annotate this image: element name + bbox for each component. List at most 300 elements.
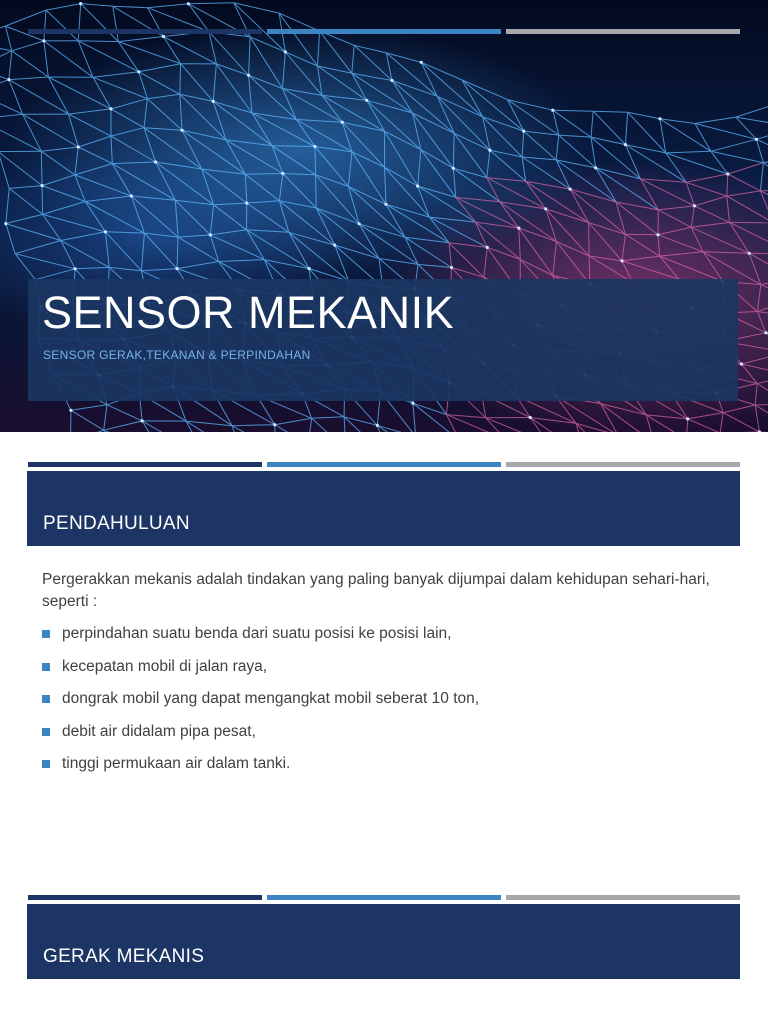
mesh-line	[144, 233, 177, 269]
mesh-line	[112, 164, 131, 196]
mesh-line	[686, 174, 728, 182]
mesh-line	[9, 77, 48, 80]
mesh-line	[730, 222, 768, 253]
mesh-line	[500, 202, 557, 242]
mesh-line	[454, 133, 487, 177]
mesh-line	[453, 168, 487, 177]
slide-subtitle: SENSOR GERAK,TEKANAN & PERPINDAHAN	[43, 348, 311, 362]
mesh-line	[12, 51, 49, 77]
mesh-line	[78, 136, 111, 147]
mesh-line	[5, 26, 11, 51]
mesh-line	[15, 241, 61, 254]
mesh-line	[666, 153, 687, 182]
mesh-line	[105, 232, 141, 271]
mesh-line	[570, 189, 625, 234]
mesh-line	[41, 151, 75, 175]
mesh-node	[450, 266, 453, 269]
mesh-line	[283, 89, 297, 120]
list-item-text: kecepatan mobil di jalan raya,	[62, 657, 268, 675]
mesh-node	[245, 202, 248, 205]
mesh-line	[93, 77, 147, 98]
mesh-line	[695, 117, 736, 123]
mesh-line	[660, 256, 723, 281]
mesh-line	[559, 135, 591, 137]
mesh-line	[111, 109, 144, 128]
mesh-line	[720, 413, 723, 432]
mesh-line	[144, 128, 202, 169]
mesh-node	[488, 149, 491, 152]
mesh-line	[210, 205, 213, 235]
mesh-line	[695, 124, 757, 140]
section-header	[27, 471, 740, 546]
mesh-line	[760, 190, 768, 191]
mesh-line	[616, 202, 625, 234]
mesh-line	[688, 419, 720, 432]
mesh-line	[453, 133, 454, 168]
list-item	[42, 722, 732, 755]
mesh-line	[487, 247, 520, 259]
mesh-line	[144, 128, 156, 162]
mesh-line	[75, 164, 112, 175]
mesh-line	[42, 186, 85, 202]
mesh-line	[245, 174, 279, 201]
mesh-line	[249, 75, 283, 88]
mesh-line	[591, 111, 593, 137]
mesh-line	[666, 151, 711, 153]
mesh-line	[755, 384, 757, 406]
mesh-line	[9, 51, 12, 80]
mesh-node	[755, 138, 758, 141]
mesh-node	[109, 107, 112, 110]
mesh-line	[41, 151, 42, 185]
list-item	[42, 754, 732, 787]
mesh-line	[483, 117, 490, 150]
mesh-node	[104, 230, 107, 233]
list-item-text: dongrak mobil yang dapat mengangkat mobil seberat 10 ton,	[62, 690, 480, 707]
mesh-node	[141, 419, 144, 422]
list-item-text: perpindahan suatu benda dari suatu posisi ke posisi lain,	[62, 625, 452, 642]
mesh-line	[78, 4, 81, 41]
mesh-node	[658, 117, 661, 120]
mesh-line	[12, 41, 44, 51]
mesh-line	[462, 80, 524, 131]
mesh-line	[75, 175, 131, 196]
mesh-line	[283, 52, 286, 89]
mesh-line	[348, 186, 405, 237]
mesh-node	[341, 121, 344, 124]
mesh-line	[9, 186, 42, 189]
accent-bars	[28, 462, 740, 467]
mesh-line	[226, 140, 283, 174]
mesh-node	[384, 203, 387, 206]
mesh-line	[44, 10, 46, 41]
mesh-line	[757, 384, 768, 404]
mesh-line	[182, 130, 202, 169]
mesh-line	[723, 413, 759, 432]
mesh-node	[175, 267, 178, 270]
mesh-line	[711, 139, 757, 151]
mesh-node	[181, 129, 184, 132]
mesh-node	[569, 188, 572, 191]
mesh-line	[519, 228, 521, 259]
mesh-node	[247, 74, 250, 77]
mesh-line	[385, 167, 387, 204]
mesh-line	[559, 135, 596, 168]
mesh-line	[41, 147, 78, 151]
mesh-line	[344, 417, 346, 432]
mesh-line	[247, 203, 289, 232]
slide-title: SENSOR MEKANIK	[42, 287, 455, 338]
mesh-line	[352, 73, 413, 113]
mesh-line	[727, 191, 761, 196]
mesh-line	[109, 267, 141, 270]
mesh-node	[42, 39, 45, 42]
mesh-line	[148, 4, 189, 8]
mesh-line	[546, 209, 557, 242]
mesh-line	[177, 262, 219, 269]
mesh-line	[245, 174, 247, 203]
mesh-line	[177, 237, 178, 269]
mesh-line	[755, 404, 768, 405]
section-title: GERAK MEKANIS	[43, 946, 205, 967]
mesh-line	[180, 94, 182, 130]
mesh-line	[437, 96, 454, 133]
mesh-line	[71, 405, 107, 411]
accent-bar-blue	[267, 29, 501, 34]
mesh-line	[147, 94, 179, 98]
mesh-line	[727, 174, 728, 196]
mesh-line	[385, 167, 418, 186]
square-bullet-icon	[42, 760, 50, 768]
mesh-line	[5, 10, 46, 26]
mesh-line	[296, 120, 315, 147]
mesh-line	[6, 214, 43, 223]
mesh-line	[249, 75, 297, 119]
mesh-line	[210, 230, 246, 235]
mesh-line	[61, 232, 106, 241]
mesh-line	[616, 202, 658, 235]
mesh-line	[658, 235, 660, 256]
mesh-line	[139, 64, 181, 72]
mesh-line	[156, 162, 202, 169]
mesh-node	[137, 70, 140, 73]
mesh-node	[726, 172, 729, 175]
accent-bar-gray	[506, 895, 740, 900]
mesh-node	[624, 143, 627, 146]
mesh-node	[4, 222, 7, 225]
mesh-line	[755, 405, 759, 432]
mesh-line	[234, 3, 279, 13]
mesh-line	[622, 261, 679, 279]
mesh-line	[475, 222, 487, 247]
mesh-line	[742, 352, 768, 364]
mesh-line	[85, 196, 131, 202]
mesh-line	[0, 80, 9, 92]
mesh-node	[411, 402, 414, 405]
mesh-node	[376, 424, 379, 427]
mesh-line	[756, 127, 768, 139]
mesh-line	[81, 4, 119, 42]
mesh-line	[178, 235, 210, 237]
mesh-line	[421, 150, 453, 169]
mesh-line	[421, 150, 456, 198]
mesh-line	[736, 102, 768, 117]
mesh-line	[144, 99, 147, 128]
mesh-line	[727, 196, 768, 223]
mesh-line	[105, 232, 109, 268]
mesh-line	[413, 403, 416, 432]
mesh-line	[312, 417, 345, 419]
mesh-line	[75, 147, 78, 175]
mesh-line	[249, 75, 252, 113]
accent-bar-gray	[506, 462, 740, 467]
mesh-line	[315, 147, 352, 152]
mesh-line	[118, 37, 163, 42]
mesh-node	[416, 184, 419, 187]
mesh-line	[245, 174, 283, 175]
mesh-node	[486, 246, 489, 249]
mesh-line	[761, 285, 768, 300]
mesh-line	[763, 157, 768, 162]
mesh-line	[322, 95, 385, 131]
mesh-line	[386, 204, 449, 243]
mesh-line	[454, 133, 490, 150]
mesh-line	[691, 206, 694, 227]
mesh-line	[385, 167, 430, 217]
mesh-line	[283, 174, 316, 175]
mesh-line	[6, 224, 61, 241]
gerak-mekanis-slide	[0, 882, 768, 1024]
mesh-line	[418, 186, 456, 197]
mesh-line	[180, 64, 181, 95]
mesh-line	[660, 252, 704, 256]
mesh-line	[760, 163, 763, 191]
accent-bar-dark	[28, 462, 262, 467]
mesh-line	[359, 224, 418, 265]
mesh-line	[695, 124, 711, 152]
mesh-line	[354, 45, 386, 53]
mesh-line	[312, 418, 346, 432]
mesh-line	[272, 146, 315, 147]
list-item	[42, 624, 732, 657]
mesh-line	[519, 228, 557, 241]
mesh-line	[213, 101, 252, 113]
mesh-line	[456, 197, 476, 222]
list-item-text: debit air didalam pipa pesat,	[62, 722, 256, 740]
mesh-line	[202, 169, 214, 205]
mesh-line	[601, 404, 619, 432]
mesh-node	[420, 61, 423, 64]
mesh-line	[111, 136, 112, 164]
mesh-line	[285, 52, 322, 96]
mesh-node	[41, 184, 44, 187]
mesh-line	[749, 253, 761, 284]
mesh-line	[42, 175, 75, 186]
mesh-node	[620, 259, 623, 262]
mesh-node	[544, 207, 547, 210]
mesh-line	[104, 405, 107, 430]
mesh-line	[75, 175, 85, 202]
title-box	[28, 279, 738, 401]
mesh-line	[214, 203, 247, 205]
mesh-node	[740, 362, 743, 365]
mesh-line	[0, 68, 9, 80]
mesh-line	[462, 80, 507, 100]
mesh-node	[308, 267, 311, 270]
mesh-line	[646, 415, 686, 432]
mesh-line	[43, 202, 86, 215]
mesh-line	[342, 122, 384, 167]
mesh-line	[686, 419, 687, 432]
mesh-line	[315, 147, 316, 175]
mesh-line	[421, 62, 462, 80]
mesh-node	[281, 172, 284, 175]
mesh-line	[118, 42, 180, 64]
mesh-node	[69, 409, 72, 412]
mesh-line	[437, 96, 483, 117]
mesh-line	[219, 260, 265, 262]
mesh-line	[658, 210, 691, 227]
mesh-line	[46, 10, 78, 41]
mesh-node	[517, 227, 520, 230]
mesh-line	[453, 168, 456, 197]
mesh-line	[111, 99, 147, 109]
mesh-line	[316, 175, 317, 208]
mesh-line	[202, 169, 247, 203]
mesh-line	[522, 157, 526, 181]
mesh-line	[113, 6, 148, 8]
mesh-node	[74, 267, 77, 270]
mesh-line	[210, 235, 264, 260]
mesh-line	[0, 119, 41, 151]
mesh-line	[147, 99, 182, 131]
mesh-line	[46, 4, 81, 11]
mesh-line	[711, 151, 764, 162]
mesh-line	[0, 92, 23, 114]
mesh-node	[212, 100, 215, 103]
mesh-line	[520, 259, 553, 275]
mesh-line	[526, 181, 546, 209]
mesh-line	[757, 375, 768, 383]
mesh-node	[313, 145, 316, 148]
mesh-line	[703, 252, 749, 254]
mesh-line	[756, 139, 763, 162]
mesh-line	[490, 150, 522, 157]
mesh-line	[75, 267, 109, 268]
mesh-line	[156, 162, 214, 205]
bullet-list	[42, 624, 732, 787]
mesh-line	[449, 243, 452, 268]
section-header	[27, 904, 740, 979]
mesh-line	[749, 253, 768, 278]
mesh-line	[418, 186, 430, 217]
mesh-line	[275, 425, 308, 432]
mesh-node	[209, 233, 212, 236]
mesh-node	[162, 35, 165, 38]
mesh-line	[316, 208, 379, 259]
mesh-line	[660, 119, 711, 152]
mesh-line	[348, 152, 352, 187]
mesh-node	[284, 50, 287, 53]
mesh-line	[69, 109, 112, 114]
mesh-line	[658, 227, 691, 235]
mesh-line	[686, 182, 727, 196]
mesh-line	[728, 163, 764, 174]
mesh-line	[691, 222, 729, 227]
mesh-line	[695, 196, 727, 206]
mesh-line	[462, 80, 483, 117]
mesh-line	[666, 153, 728, 174]
mesh-line	[526, 181, 589, 222]
mesh-line	[296, 120, 352, 152]
mesh-line	[322, 95, 342, 122]
mesh-line	[418, 150, 421, 186]
mesh-line	[107, 405, 142, 421]
mesh-line	[500, 202, 519, 228]
list-item	[42, 657, 732, 690]
mesh-line	[112, 162, 155, 164]
accent-bar-gray	[506, 29, 740, 34]
mesh-line	[508, 100, 559, 136]
mesh-node	[522, 130, 525, 133]
mesh-line	[318, 31, 320, 66]
accent-bars	[28, 895, 740, 900]
mesh-line	[69, 114, 112, 136]
mesh-node	[77, 145, 80, 148]
mesh-node	[390, 79, 393, 82]
mesh-line	[232, 425, 275, 426]
pendahuluan-slide	[0, 432, 768, 882]
mesh-line	[352, 45, 354, 73]
mesh-line	[449, 243, 487, 248]
mesh-line	[71, 410, 104, 430]
mesh-line	[111, 128, 144, 136]
mesh-line	[9, 188, 42, 214]
title-slide	[0, 0, 768, 432]
mesh-line	[660, 119, 695, 124]
mesh-line	[553, 110, 593, 111]
mesh-line	[761, 279, 768, 285]
mesh-line	[727, 196, 730, 222]
mesh-line	[142, 421, 205, 432]
mesh-line	[352, 73, 367, 100]
mesh-node	[333, 244, 336, 247]
mesh-line	[104, 421, 142, 430]
mesh-line	[522, 157, 556, 160]
mesh-line	[289, 232, 309, 268]
mesh-line	[437, 96, 490, 150]
mesh-line	[453, 168, 499, 202]
mesh-node	[365, 99, 368, 102]
mesh-line	[141, 269, 177, 271]
mesh-line	[625, 234, 659, 256]
mesh-line	[6, 188, 9, 223]
mesh-line	[658, 206, 694, 210]
mesh-line	[0, 114, 23, 119]
accent-bar-dark	[28, 895, 262, 900]
mesh-line	[377, 425, 435, 432]
mesh-line	[392, 81, 454, 134]
mesh-line	[625, 234, 658, 235]
mesh-node	[594, 166, 597, 169]
mesh-line	[723, 405, 755, 413]
square-bullet-icon	[42, 663, 50, 671]
mesh-line	[118, 42, 139, 72]
mesh-line	[593, 111, 625, 144]
mesh-node	[7, 78, 10, 81]
mesh-node	[452, 167, 455, 170]
mesh-node	[656, 233, 659, 236]
